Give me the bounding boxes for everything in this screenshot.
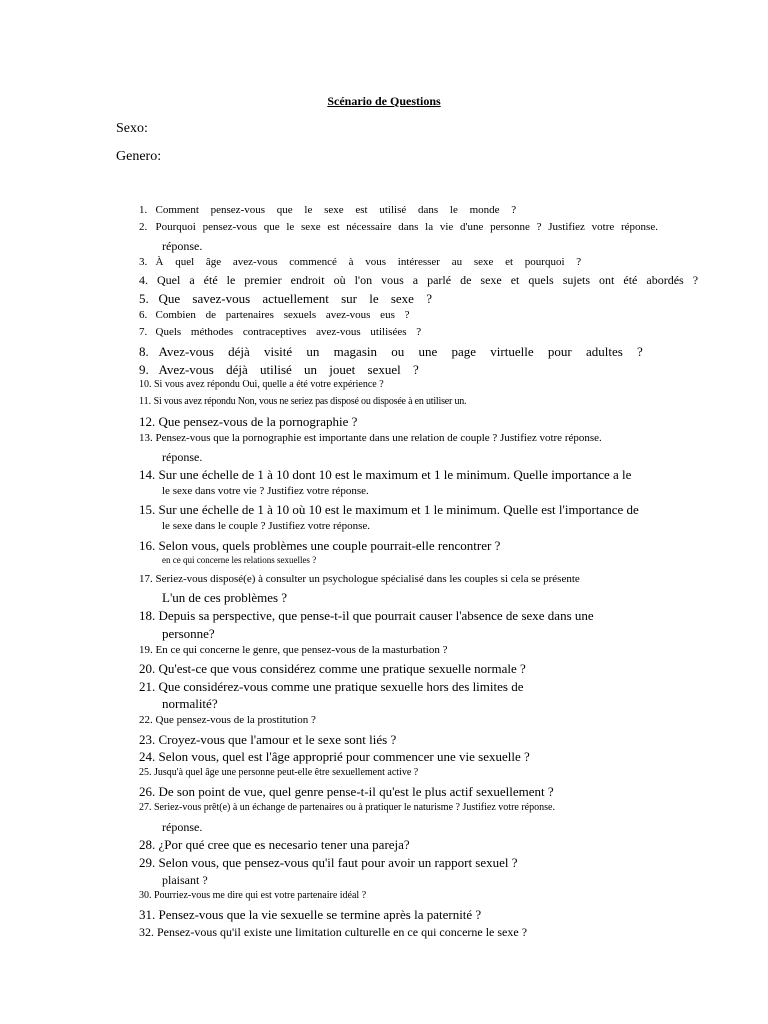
question-text: Selon vous, quel est l'âge approprié pour commencer une vie sexuelle ?	[158, 749, 530, 764]
question-item	[139, 327, 421, 338]
question-continuation: personne?	[162, 626, 215, 641]
question-item	[139, 274, 698, 286]
question-item	[139, 292, 432, 305]
question-continuation: réponse.	[162, 239, 203, 253]
question-number: 29.	[139, 855, 156, 870]
sexo-label: Sexo:	[116, 121, 148, 136]
question-text: Quels méthodes contraceptives avez-vous utilisées ?	[155, 326, 422, 338]
question-item	[139, 715, 316, 726]
question-continuation: réponse.	[162, 450, 203, 464]
question-text: Que pensez-vous de la pornographie ?	[158, 414, 358, 429]
question-number: 16.	[139, 538, 156, 553]
question-text: Pourquoi pensez-vous que le sexe est nécessaire dans la vie d'une personne ? Justifiez votre réponse.	[155, 221, 658, 233]
question-continuation: le sexe dans votre vie ? Justifiez votre réponse.	[162, 485, 369, 497]
question-text: Comment pensez-vous que le sexe est utilisé dans le monde ?	[155, 204, 517, 216]
question-item	[139, 257, 581, 268]
question-text: Pensez-vous que la pornographie est importante dans une relation de couple ? Justifiez votre réponse.	[155, 432, 602, 444]
question-item	[139, 908, 481, 921]
question-continuation: le sexe dans le couple ? Justifiez votre réponse.	[162, 520, 371, 532]
question-number: 23.	[139, 732, 156, 747]
question-item	[139, 222, 658, 233]
question-item	[139, 926, 527, 938]
question-number: 25.	[139, 767, 152, 778]
question-text: Avez-vous déjà visité un magasin ou une page virtuelle pour adultes ?	[158, 344, 643, 359]
question-number: 3.	[139, 256, 148, 268]
question-text: De son point de vue, quel genre pense-t-il qu'est le plus actif sexuellement ?	[158, 784, 554, 799]
question-item	[139, 310, 409, 321]
question-number: 11.	[139, 396, 152, 407]
document-title: Scénario de Questions	[327, 94, 441, 108]
question-text: ¿Por qué cree que es necesario tener una pareja?	[158, 837, 410, 852]
question-number: 4.	[139, 273, 148, 287]
question-text: Si vous avez répondu Oui, quelle a été votre expérience ?	[154, 379, 384, 390]
question-item	[139, 397, 466, 407]
question-text: Que savez-vous actuellement sur le sexe ?	[158, 291, 432, 306]
question-text: En ce qui concerne le genre, que pensez-vous de la masturbation ?	[155, 644, 448, 656]
question-item	[139, 750, 530, 763]
question-text: Seriez-vous disposé(e) à consulter un psychologue spécialisé dans les couples si cela se présente	[155, 573, 580, 585]
question-text: Pensez-vous qu'il existe une limitation culturelle en ce qui concerne le sexe ?	[157, 925, 528, 939]
question-item	[139, 856, 518, 869]
question-text: Si vous avez répondu Non, vous ne seriez pas disposé ou disposée à en utiliser un.	[153, 396, 467, 407]
question-number: 13.	[139, 432, 153, 444]
question-item	[139, 609, 594, 622]
question-text: Jusqu'à quel âge une personne peut-elle être sexuellement active ?	[154, 767, 419, 778]
question-continuation: en ce qui concerne les relations sexuelles ?	[162, 555, 317, 565]
question-number: 31.	[139, 907, 156, 922]
question-text: À quel âge avez-vous commencé à vous intéresser au sexe et pourquoi ?	[155, 256, 582, 268]
question-item	[139, 433, 602, 444]
question-text: Avez-vous déjà utilisé un jouet sexuel ?	[158, 362, 419, 377]
question-number: 28.	[139, 837, 156, 852]
question-text: Pourriez-vous me dire qui est votre partenaire idéal ?	[154, 890, 367, 901]
question-item	[139, 363, 419, 376]
question-number: 32.	[139, 925, 154, 939]
question-number: 10.	[139, 379, 152, 390]
question-number: 12.	[139, 414, 156, 429]
question-item	[139, 803, 555, 813]
question-item	[139, 768, 418, 778]
question-item	[139, 891, 366, 901]
question-number: 20.	[139, 661, 156, 676]
question-text: Sur une échelle de 1 à 10 où 10 est le maximum et 1 le minimum. Quelle est l'importance de	[158, 502, 639, 517]
question-text: Croyez-vous que l'amour et le sexe sont liés ?	[158, 732, 397, 747]
question-number: 30.	[139, 890, 152, 901]
question-text: Combien de partenaires sexuels avez-vous eus ?	[155, 309, 410, 321]
question-text: Depuis sa perspective, que pense-t-il que pourrait causer l'absence de sexe dans une	[158, 608, 594, 623]
question-text: Que considérez-vous comme une pratique sexuelle hors des limites de	[158, 679, 524, 694]
question-text: Pensez-vous que la vie sexuelle se termine après la paternité ?	[158, 907, 482, 922]
question-item	[139, 380, 384, 390]
question-item	[139, 838, 410, 851]
question-number: 26.	[139, 784, 156, 799]
question-number: 18.	[139, 608, 156, 623]
question-number: 7.	[139, 326, 148, 338]
question-text: Seriez-vous prêt(e) à un échange de partenaires ou à pratiquer le naturisme ? Justifiez votre réponse.	[154, 802, 555, 813]
question-continuation: plaisant ?	[162, 873, 208, 887]
question-number: 8.	[139, 344, 149, 359]
question-item	[139, 345, 643, 358]
question-text: Sur une échelle de 1 à 10 dont 10 est le maximum et 1 le minimum. Quelle importance a le	[158, 467, 632, 482]
question-item	[139, 415, 357, 428]
question-number: 14.	[139, 467, 156, 482]
question-item	[139, 680, 523, 693]
question-number: 22.	[139, 714, 153, 726]
question-text: Qu'est-ce que vous considérez comme une pratique sexuelle normale ?	[158, 661, 526, 676]
question-text: Que pensez-vous de la prostitution ?	[155, 714, 316, 726]
question-item	[139, 662, 526, 675]
question-number: 15.	[139, 502, 156, 517]
question-item	[139, 785, 554, 798]
question-number: 19.	[139, 644, 153, 656]
question-number: 1.	[139, 204, 148, 216]
question-item	[139, 645, 448, 656]
question-item	[139, 503, 639, 516]
question-number: 27.	[139, 802, 152, 813]
question-continuation: L'un de ces problèmes ?	[162, 590, 288, 605]
question-number: 5.	[139, 291, 149, 306]
question-item	[139, 539, 500, 552]
question-item	[139, 733, 396, 746]
question-item	[139, 468, 631, 481]
question-number: 17.	[139, 573, 153, 585]
question-text: Selon vous, que pensez-vous qu'il faut pour avoir un rapport sexuel ?	[158, 855, 518, 870]
question-number: 2.	[139, 221, 148, 233]
question-continuation: réponse.	[162, 820, 203, 834]
question-number: 9.	[139, 362, 149, 377]
genero-label: Genero:	[116, 149, 162, 164]
question-item	[139, 205, 516, 216]
question-continuation: normalité?	[162, 696, 218, 711]
question-number: 21.	[139, 679, 156, 694]
question-number: 24.	[139, 749, 156, 764]
question-item	[139, 574, 580, 585]
question-text: Quel a été le premier endroit où l'on vous a parlé de sexe et quels sujets ont été abordés ?	[157, 273, 699, 287]
question-text: Selon vous, quels problèmes une couple pourrait-elle rencontrer ?	[158, 538, 501, 553]
question-number: 6.	[139, 309, 148, 321]
